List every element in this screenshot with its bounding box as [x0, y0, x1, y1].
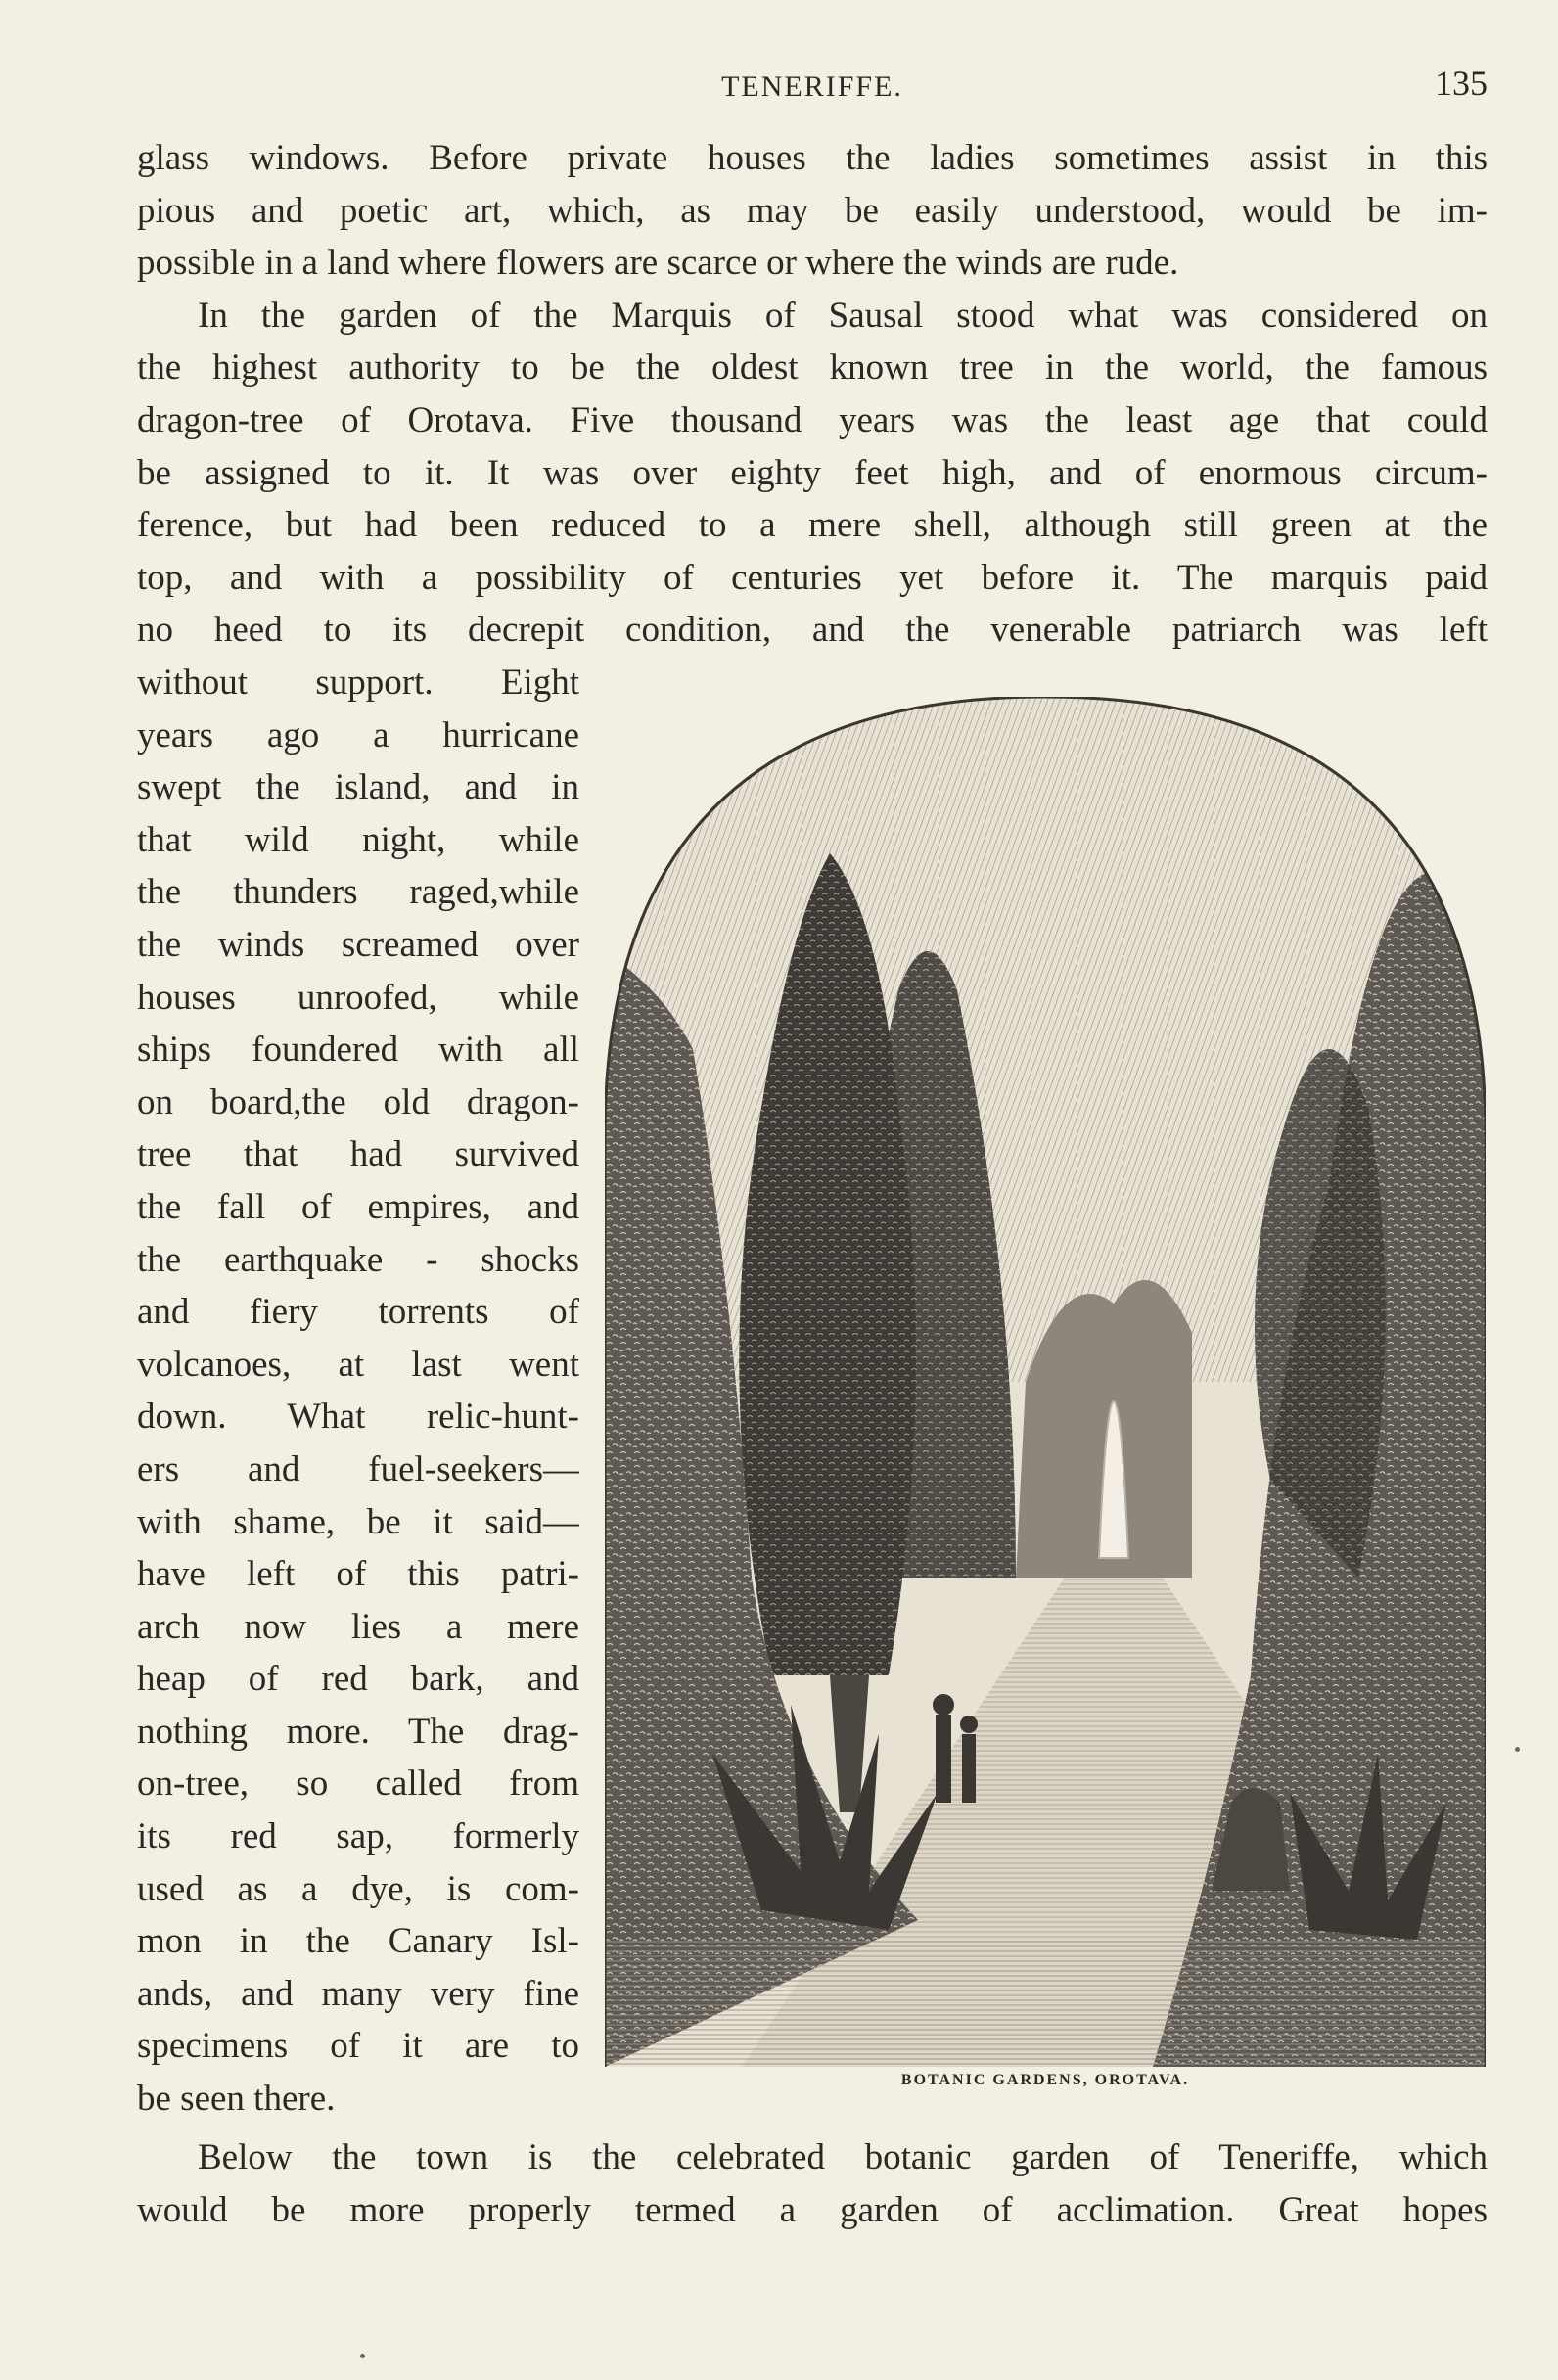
text-line: ference, but had been reduced to a mere shell, although still green at the — [137, 505, 1488, 546]
text-line: be assigned to it. It was over eighty feet high, and of enormous circum- — [137, 452, 1488, 493]
text-line: top, and with a possibility of centuries yet before it. The marquis paid — [137, 557, 1488, 598]
text-line: used as a dye, is com- — [137, 1868, 579, 1909]
botanic-gardens-engraving — [605, 697, 1486, 2067]
text-line: Below the town is the celebrated botanic garden of Teneriffe, which — [198, 2137, 1488, 2177]
text-line: on board,the old dragon- — [137, 1081, 579, 1122]
text-line: glass windows. Before private houses the ladies sometimes assist in this — [137, 138, 1488, 178]
text-line: pious and poetic art, which, as may be easily understood, would be im- — [137, 190, 1488, 231]
bottom-paragraph — [137, 2131, 1488, 2236]
text-line: the thunders raged,while — [137, 872, 579, 913]
text-line: the winds screamed over — [137, 924, 579, 965]
text-line: no heed to its decrepit condition, and the venerable patriarch was left — [137, 610, 1488, 651]
text-line: be seen there. — [137, 2079, 336, 2120]
running-title: TENERIFFE. — [721, 70, 903, 103]
wrapped-paragraph — [137, 657, 579, 2126]
text-line: and fiery torrents of — [137, 1292, 579, 1333]
text-line: years ago a hurricane — [137, 714, 579, 755]
text-line: mon in the Canary Isl- — [137, 1921, 579, 1962]
ink-speck — [360, 2354, 365, 2358]
ink-speck — [1515, 1747, 1520, 1752]
text-line: would be more properly termed a garden of acclimation. Great hopes — [137, 2189, 1488, 2230]
text-line: In the garden of the Marquis of Sausal stood what was considered on — [198, 295, 1488, 336]
text-line: tree that had survived — [137, 1134, 579, 1175]
text-line: volcanoes, at last went — [137, 1344, 579, 1385]
text-line: heap of red bark, and — [137, 1659, 579, 1700]
engraving-figure — [605, 697, 1486, 2106]
text-line: that wild night, while — [137, 819, 579, 860]
text-line: its red sap, formerly — [137, 1816, 579, 1857]
text-line: without support. Eight — [137, 663, 579, 703]
figure-caption: BOTANIC GARDENS, OROTAVA. — [900, 2072, 1190, 2088]
text-line: the fall of empires, and — [137, 1186, 579, 1227]
text-line: arch now lies a mere — [137, 1606, 579, 1647]
text-line: ships foundered with all — [137, 1030, 579, 1071]
text-line: down. What relic-hunt- — [137, 1396, 579, 1438]
page-number: 135 — [1435, 64, 1488, 103]
top-paragraphs — [137, 132, 1488, 657]
text-line: with shame, be it said— — [137, 1501, 579, 1542]
text-line: specimens of it are to — [137, 2026, 579, 2067]
text-line: dragon-tree of Orotava. Five thousand years was the least age that could — [137, 399, 1488, 440]
text-line: ers and fuel-seekers— — [137, 1448, 579, 1489]
text-line: the highest authority to be the oldest known tree in the world, the famous — [137, 347, 1488, 389]
text-line: ands, and many very fine — [137, 1973, 579, 2014]
text-line: swept the island, and in — [137, 767, 579, 808]
text-line: the earthquake - shocks — [137, 1239, 579, 1280]
running-head — [137, 64, 1488, 117]
text-line: on-tree, so called from — [137, 1763, 579, 1805]
text-line: have left of this patri- — [137, 1554, 579, 1595]
text-line: possible in a land where flowers are scarce or where the winds are rude. — [137, 243, 1179, 284]
text-line: houses unroofed, while — [137, 977, 579, 1018]
text-line: nothing more. The drag- — [137, 1711, 579, 1752]
